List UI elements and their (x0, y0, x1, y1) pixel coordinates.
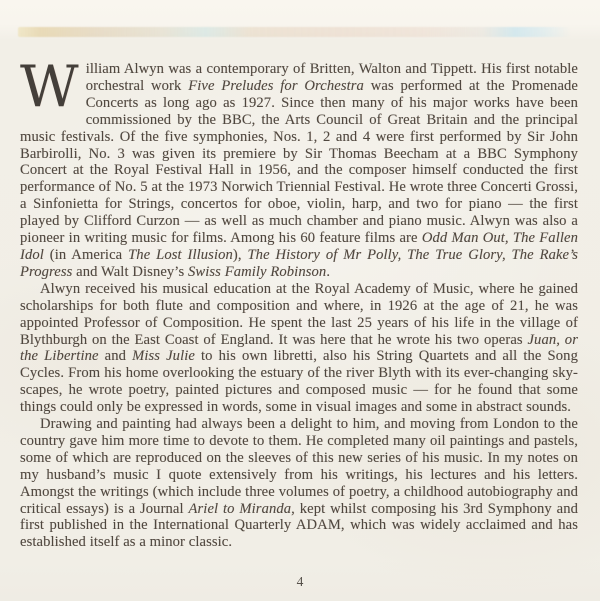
paragraph-intro (20, 54, 578, 281)
drop-cap: W (20, 54, 79, 120)
paragraph-painting (20, 416, 578, 551)
paragraph-education-text: Alwyn received his musical education at the Royal Academy of Music, where he gained scholarships for both flute and composition and where, in 1926 at the age of 21, he was appointed Professor of Composition. He spent the last 25 years of his life in the village of Blythburgh on the East Coast of England. It was here that he wrote his two operas Juan, or the Libertine and Miss Julie to his own libretti, also his String Quartets and all the Song Cycles. From his home overlooking the estuary of the river Blyth with its ever-changing sky-scapes, he wrote poetry, painted pictures and composed music — for he found that some things could only be expressed in words, some in visual images and some in abstract sounds. (20, 280, 578, 416)
paragraph-education (20, 281, 578, 416)
paragraph-painting-text: Drawing and painting had always been a delight to him, and moving from London to the country gave him more time to devote to them. He completed many oil paintings and pastels, some of which are reproduced on the sleeves of this new series of his music. In my notes on my husband’s music I quote extensively from his writings, his lectures and his letters. Amongst the writings (which include three volumes of poetry, a childhood autobiography and critical essays) is a Journal Ariel to Miranda, kept whilst composing his 3rd Symphony and first published in the International Quarterly ADAM, which was widely acclaimed and has established itself as a minor classic. (20, 416, 578, 551)
decorative-color-band (18, 27, 570, 37)
liner-notes-text (20, 54, 578, 551)
page-number: 4 (296, 574, 304, 589)
paragraph-intro-text: illiam Alwyn was a contemporary of Britten, Walton and Tippett. His first notable orchestral work Five Preludes for Orchestra was performed at the Promenade Concerts as long ago as 1927. Since then many of his major works have been commissioned by the BBC, the Arts Council of Great Britain and the principal music festivals. Of the five symphonies, Nos. 1, 2 and 4 were first performed by Sir John Barbirolli, No. 3 was given its premiere by Sir Thomas Beecham at a BBC Symphony Concert at the Royal Festival Hall in 1956, and the composer himself conducted the first performance of No. 5 at the 1973 Norwich Triennial Festival. He wrote three Concerti Grossi, a Sinfonietta for Strings, concertos for oboe, violin, harp, and two for piano — the first played by Clifford Curzon — as well as much chamber and piano music. Alwyn was also a pioneer in writing music for films. Among his 60 feature films are Odd Man Out, The Fallen Idol (in America The Lost Illusion), The History of Mr Polly, The True Glory, The Rake’s Progress and Walt Disney’s Swiss Family Robinson. (20, 61, 578, 280)
